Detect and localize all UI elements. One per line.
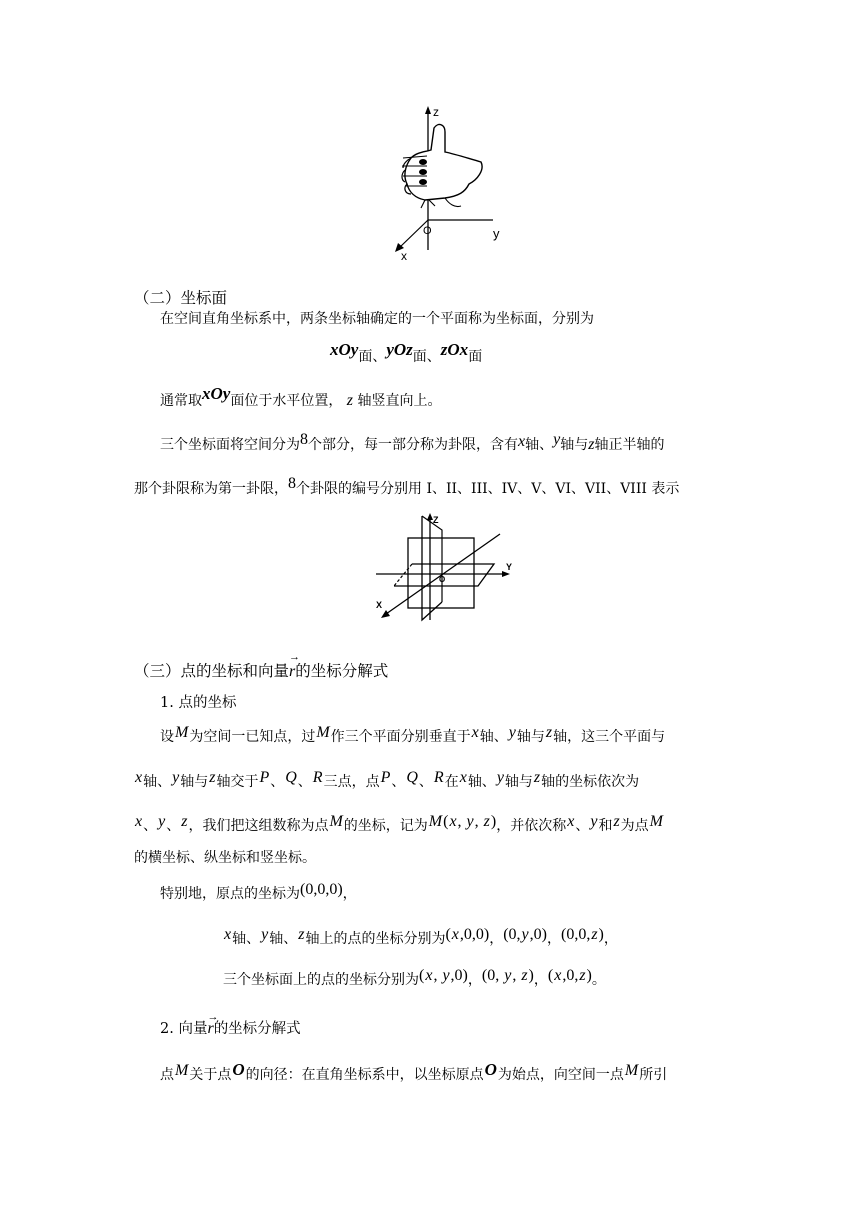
subsection-2-title: 2. 向量 → r的坐标分解式 xyxy=(160,1011,301,1037)
math-symbol: , xyxy=(474,813,483,830)
math-variable: x xyxy=(425,967,433,984)
text-run: 三个坐标面上的点的坐标分别为 xyxy=(223,972,419,988)
math-variable: y xyxy=(521,926,529,943)
math-symbol: ,0, xyxy=(562,967,579,984)
fig2-z-label: Z xyxy=(433,515,439,525)
math-variable: Q xyxy=(406,769,418,786)
math-symbol: , xyxy=(457,813,466,830)
text-run: 。 xyxy=(591,972,606,988)
text-run: 、 xyxy=(143,818,158,834)
math-variable: x xyxy=(567,813,575,830)
text-run: 和 xyxy=(598,818,613,834)
point-coord-line-3 xyxy=(134,813,664,836)
origin-coord-line xyxy=(160,881,357,904)
text-run: 点 xyxy=(160,1067,174,1083)
math-variable: M xyxy=(316,724,330,741)
text-run: 特别地，原点的坐标为 xyxy=(160,886,300,902)
math-variable: z xyxy=(521,967,528,984)
fig2-origin-label: O xyxy=(439,575,446,584)
text-run: ， xyxy=(533,972,548,988)
math-variable: x xyxy=(471,724,479,741)
section-2-para2: 通常取xOy面位于水平位置， z 轴竖直向上。 xyxy=(160,384,442,409)
math-variable: M xyxy=(428,813,443,830)
coordinate-planes-line: xOy面、yOz面、zOx面 xyxy=(330,340,483,365)
math-symbol: (0, xyxy=(503,926,521,943)
math-variable: M xyxy=(624,1062,639,1079)
text-run: ， xyxy=(603,931,618,947)
text-run: 的坐标，记为 xyxy=(343,818,428,834)
text-run: 为点 xyxy=(620,818,649,834)
fig1-z-label: z xyxy=(433,105,439,119)
math-variable: R xyxy=(433,769,444,786)
text-run: 、 xyxy=(166,818,181,834)
math-variable: z xyxy=(181,813,188,830)
text-run: 轴、 xyxy=(479,729,508,745)
math-variable: y xyxy=(466,813,474,830)
text-run: 的向径：在直角坐标系中，以坐标原点 xyxy=(245,1067,484,1083)
math-variable: M xyxy=(175,1062,189,1079)
text-run: 、 xyxy=(418,774,433,790)
math-variable: z xyxy=(545,724,553,741)
math-variable: x xyxy=(224,926,232,943)
section-2-para4: 那个卦限称为第一卦限，8个卦限的编号分别用 I、II、III、IV、V、VI、VII、VIII 表示 xyxy=(134,475,680,497)
section-2-para3: 三个坐标面将空间分为8个部分，每一部分称为卦限，含有x轴、y轴与z轴正半轴的 xyxy=(160,431,665,453)
math-variable: y xyxy=(172,769,180,786)
math-variable: x xyxy=(451,926,459,943)
math-symbol: , xyxy=(433,967,442,984)
math-variable: z xyxy=(591,926,598,943)
text-run: 为始点，向空间一点 xyxy=(497,1067,624,1083)
math-variable: x xyxy=(449,813,457,830)
math-variable: x xyxy=(554,967,562,984)
math-symbol: (0, xyxy=(481,967,504,984)
math-symbol: ( xyxy=(419,967,425,984)
math-variable: y xyxy=(508,724,516,741)
text-run: 轴与 xyxy=(180,774,209,790)
math-variable: P xyxy=(380,769,391,786)
text-run: ，并依次称 xyxy=(496,818,567,834)
fig2-x-label: X xyxy=(376,600,383,610)
section-3-heading: （三）点的坐标和向量 → r的坐标分解式 xyxy=(134,651,389,680)
text-run: 轴，这三个平面与 xyxy=(553,729,666,745)
point-coord-line-4: 的横坐标、纵坐标和竖坐标。 xyxy=(134,850,316,866)
text-run: 作三个平面分别垂直于 xyxy=(330,729,471,745)
text-run: 轴、 xyxy=(269,931,298,947)
point-coord-line-1 xyxy=(160,724,666,747)
math-symbol: ,0) xyxy=(450,967,468,984)
math-variable: x xyxy=(135,769,143,786)
fig1-origin-label: O xyxy=(423,225,432,237)
math-symbol: ,0) xyxy=(529,926,547,943)
text-run: 轴与 xyxy=(504,774,533,790)
math-variable: M xyxy=(649,813,663,830)
radius-vector-line xyxy=(160,1060,668,1085)
math-variable: y xyxy=(442,967,450,984)
text-run: 为空间一已知点，过 xyxy=(189,729,316,745)
math-variable: z xyxy=(483,813,490,830)
math-symbol: ( xyxy=(547,967,554,984)
right-hand-rule-figure xyxy=(385,100,515,260)
fig2-y-label: Y xyxy=(506,562,513,572)
text-run: 轴、 xyxy=(143,774,172,790)
text-run: 所引 xyxy=(639,1067,668,1083)
text-run: 轴、 xyxy=(232,931,261,947)
text-run: ，我们把这组数称为点 xyxy=(188,818,329,834)
math-symbol: , xyxy=(512,967,521,984)
text-run: 轴与 xyxy=(516,729,545,745)
math-variable: y xyxy=(496,769,504,786)
math-symbol: ) xyxy=(598,926,604,943)
math-variable: y xyxy=(261,926,269,943)
text-run: 、 xyxy=(297,774,312,790)
math-symbol: ) xyxy=(528,967,534,984)
math-variable: Q xyxy=(285,769,297,786)
text-run: 轴交于 xyxy=(216,774,259,790)
text-run: 在 xyxy=(444,774,459,790)
text-run: 三点，点 xyxy=(323,774,380,790)
text-run: 轴上的点的坐标分别为 xyxy=(305,931,446,947)
text-run: 轴的坐标依次为 xyxy=(541,774,640,790)
math-variable: y xyxy=(504,967,512,984)
math-variable: z xyxy=(298,926,305,943)
math-variable: z xyxy=(579,967,586,984)
math-variable: P xyxy=(259,769,270,786)
math-variable: z xyxy=(613,813,620,830)
math-variable: z xyxy=(533,769,541,786)
subsection-1-title: 1. 点的坐标 xyxy=(160,695,237,711)
section-2-heading: （二）坐标面 xyxy=(134,289,228,307)
math-variable: x xyxy=(459,769,467,786)
math-symbol: ( xyxy=(445,926,451,943)
math-symbol: ) xyxy=(490,813,497,830)
octant-planes-figure xyxy=(372,510,522,628)
math-variable: x xyxy=(135,813,143,830)
text-run: ， xyxy=(342,886,357,902)
math-variable: R xyxy=(312,769,323,786)
fig1-x-label: x xyxy=(401,249,407,260)
text-run: ， xyxy=(546,931,561,947)
point-coord-line-2 xyxy=(134,769,640,792)
math-origin: O xyxy=(232,1060,245,1079)
math-variable: M xyxy=(175,724,189,741)
math-symbol: ) xyxy=(586,967,592,984)
text-run: 轴、 xyxy=(467,774,496,790)
section-2-para1: 在空间直角坐标系中，两条坐标轴确定的一个平面称为坐标面，分别为 xyxy=(160,311,594,327)
axis-points-line xyxy=(223,926,618,949)
text-run: 关于点 xyxy=(189,1067,232,1083)
text-run: ， xyxy=(489,931,504,947)
plane-points-line xyxy=(223,967,606,990)
fig1-y-label: y xyxy=(493,226,500,241)
math-variable: M xyxy=(329,813,343,830)
text-run: 、 xyxy=(391,774,406,790)
math-symbol: ,0,0) xyxy=(459,926,490,943)
text-run: ， xyxy=(467,972,482,988)
math-symbol: (0,0,0) xyxy=(300,881,343,898)
text-run: 、 xyxy=(575,818,590,834)
math-symbol: ( xyxy=(443,813,449,830)
text-run: 设 xyxy=(160,729,174,745)
math-origin: O xyxy=(484,1060,497,1079)
math-variable: y xyxy=(590,813,598,830)
math-symbol: (0,0, xyxy=(560,926,591,943)
math-variable: z xyxy=(209,769,216,786)
text-run: 、 xyxy=(270,774,285,790)
math-variable: y xyxy=(158,813,166,830)
